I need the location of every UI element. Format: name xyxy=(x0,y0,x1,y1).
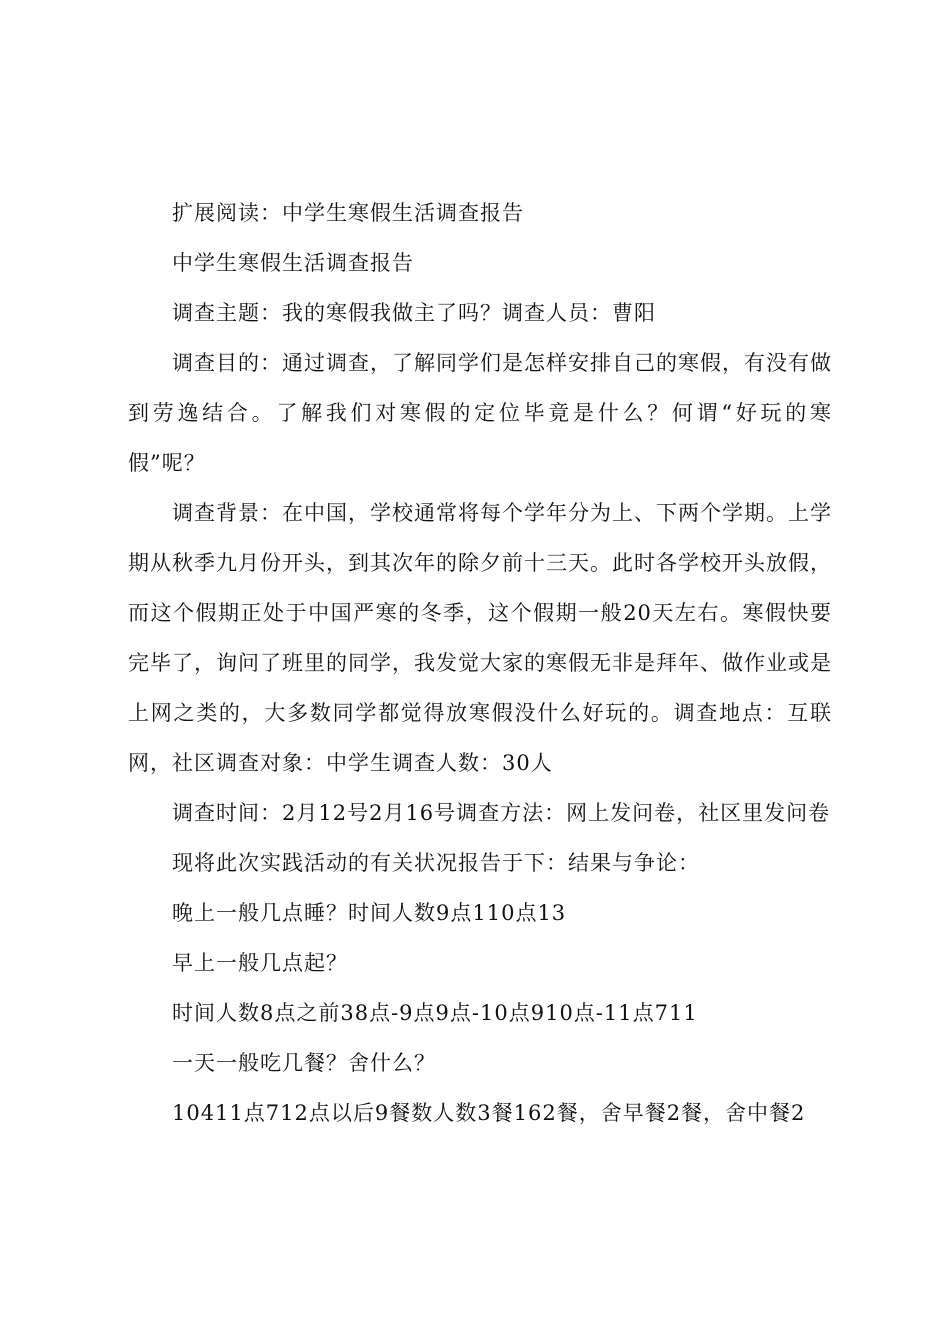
wake-time-results: 时间人数8点之前38点-9点9点-10点910点-11点711 xyxy=(172,1001,698,1025)
question-wake-time: 早上一般几点起？ xyxy=(172,951,348,975)
survey-time-method: 调查时间：2月12号2月16号调查方法：网上发问卷，社区里发问卷 xyxy=(172,801,831,825)
survey-topic: 调查主题：我的寒假我做主了吗？调查人员：曹阳 xyxy=(172,301,656,325)
report-title: 中学生寒假生活调查报告 xyxy=(172,251,414,275)
document-body xyxy=(128,188,832,1138)
question-sleep-time: 晚上一般几点睡？时间人数9点110点13 xyxy=(172,901,567,925)
survey-background: 调查背景：在中国，学校通常将每个学年分为上、下两个学期。上学期从秋季九月份开头，到其次年的除夕前十三天。此时各学校开头放假，而这个假期正处于中国严寒的冬季，这个假期一般20天左右。寒假快要完毕了，询问了班里的同学，我发觉大家的寒假无非是拜年、做作业或是上网之类的，大多数同学都觉得放寒假没什么好玩的。调查地点：互联网，社区调查对象：中学生调查人数：30人 xyxy=(128,501,832,775)
report-intro: 现将此次实践活动的有关状况报告于下：结果与争论： xyxy=(172,851,700,875)
extended-reading-heading: 扩展阅读：中学生寒假生活调查报告 xyxy=(172,201,524,225)
meals-results: 10411点712点以后9餐数人数3餐162餐，舍早餐2餐，舍中餐2 xyxy=(172,1101,806,1125)
question-meals: 一天一般吃几餐？舍什么？ xyxy=(172,1051,436,1075)
survey-purpose: 调查目的：通过调查，了解同学们是怎样安排自己的寒假，有没有做到劳逸结合。了解我们对寒假的定位毕竟是什么？何谓“好玩的寒假”呢？ xyxy=(128,351,832,475)
